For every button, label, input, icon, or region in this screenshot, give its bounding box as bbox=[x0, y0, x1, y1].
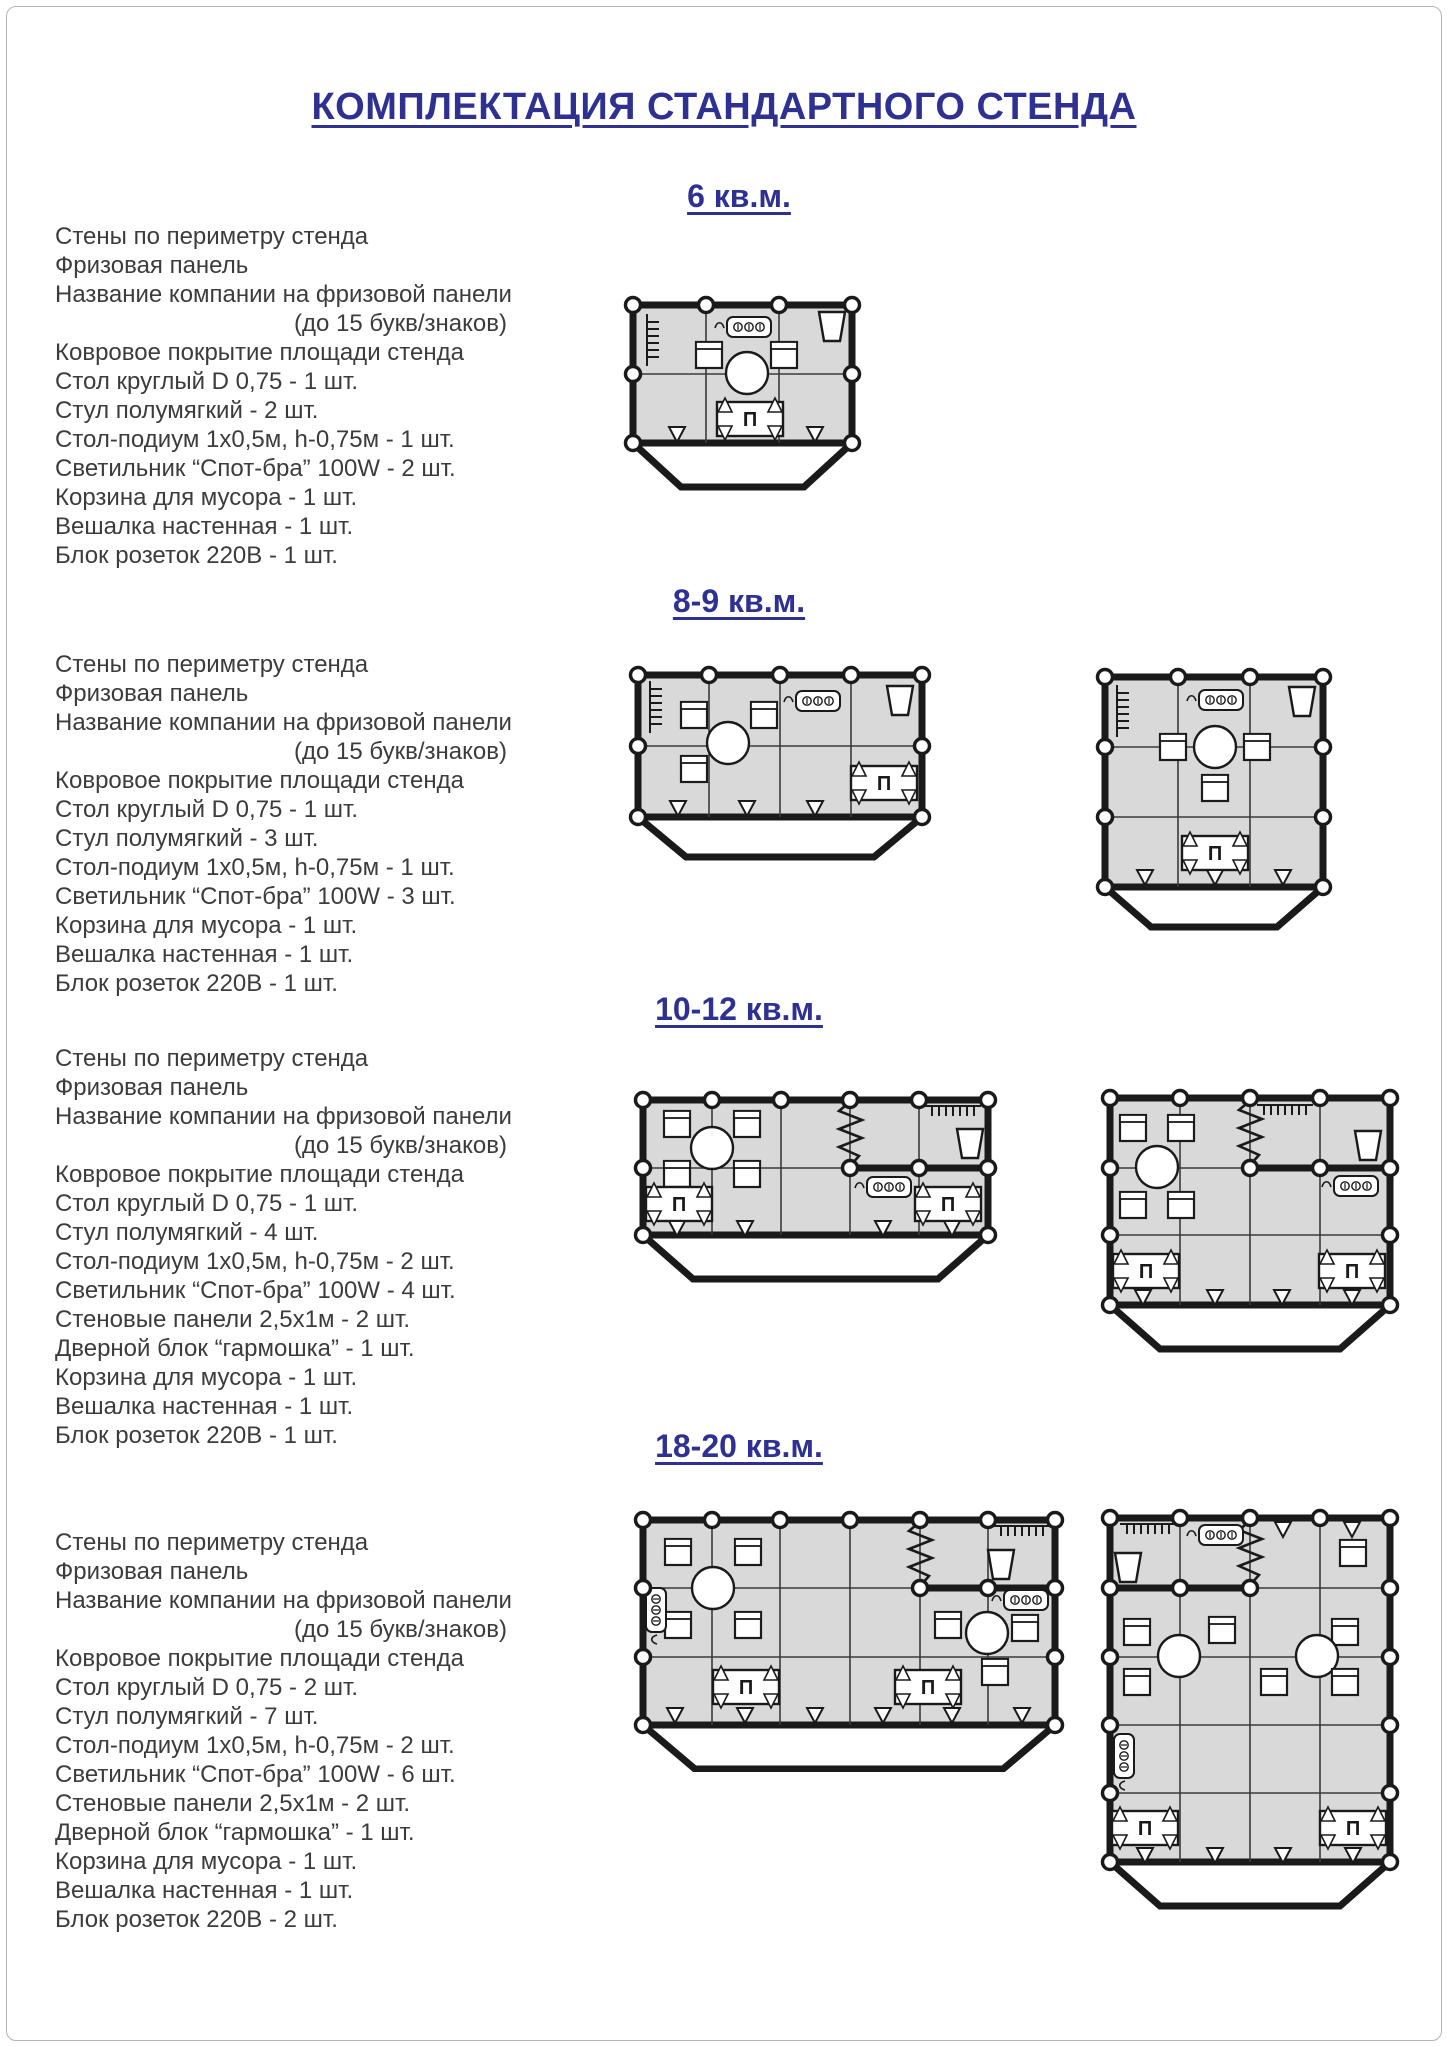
wall-post bbox=[913, 1513, 928, 1528]
wall-post bbox=[1173, 1581, 1188, 1596]
wall-post bbox=[981, 1581, 996, 1596]
waste-basket-icon bbox=[957, 1129, 983, 1158]
round-table-icon bbox=[691, 1127, 733, 1169]
chair-icon bbox=[735, 1539, 761, 1565]
wall-post bbox=[913, 1581, 928, 1596]
wall-post bbox=[1313, 1161, 1328, 1176]
wall-post bbox=[915, 668, 930, 683]
wall-post bbox=[626, 436, 641, 451]
wall-post bbox=[631, 739, 646, 754]
round-table-icon bbox=[726, 352, 768, 394]
wall-post bbox=[1383, 1581, 1398, 1596]
wall-post bbox=[843, 1161, 858, 1176]
wall-post bbox=[1173, 1511, 1188, 1526]
chair-icon bbox=[982, 1659, 1008, 1685]
chair-icon bbox=[664, 1111, 690, 1137]
page-title: КОМПЛЕКТАЦИЯ СТАНДАРТНОГО СТЕНДА bbox=[311, 86, 1137, 128]
wall-post bbox=[845, 436, 860, 451]
chair-icon bbox=[1124, 1669, 1150, 1695]
equipment-item: Стены по периметру стенда bbox=[55, 1529, 369, 1556]
wall-post bbox=[636, 1093, 651, 1108]
wall-post bbox=[981, 1093, 996, 1108]
equipment-item: Блок розеток 220В - 1 шт. bbox=[55, 542, 338, 569]
podium-label: П bbox=[940, 1194, 956, 1216]
equipment-list-18-20sqm bbox=[55, 1528, 512, 1934]
wall-post bbox=[1103, 1855, 1118, 1870]
wall-post bbox=[843, 1093, 858, 1108]
wall-post bbox=[772, 298, 787, 313]
waste-basket-icon bbox=[887, 686, 913, 715]
equipment-item: Светильник “Спот-бра” 100W - 6 шт. bbox=[55, 1761, 456, 1788]
wall-post bbox=[1048, 1513, 1063, 1528]
podium-label: П bbox=[1344, 1261, 1360, 1283]
equipment-item: Корзина для мусора - 1 шт. bbox=[55, 912, 358, 939]
wall-post bbox=[1383, 1298, 1398, 1313]
wall-post bbox=[845, 367, 860, 382]
wall-post bbox=[705, 1513, 720, 1528]
floorplan-8-9sqm-b bbox=[1095, 667, 1335, 935]
equipment-item: Дверной блок “гармошка” - 1 шт. bbox=[55, 1819, 415, 1846]
wall-post bbox=[1383, 1511, 1398, 1526]
wall-post bbox=[773, 668, 788, 683]
chair-icon bbox=[1332, 1669, 1358, 1695]
equipment-item: Блок розеток 220В - 1 шт. bbox=[55, 1422, 338, 1449]
round-table-icon bbox=[707, 722, 749, 764]
wall-post bbox=[1103, 1228, 1118, 1243]
wall-post bbox=[699, 298, 714, 313]
equipment-item: Название компании на фризовой панели bbox=[55, 1587, 512, 1614]
wall-post bbox=[636, 1718, 651, 1733]
chair-icon bbox=[751, 702, 777, 728]
chair-icon bbox=[1209, 1617, 1235, 1643]
wall-post bbox=[1316, 740, 1331, 755]
equipment-item: Фризовая панель bbox=[55, 680, 249, 707]
equipment-item: Стол круглый D 0,75 - 1 шт. bbox=[55, 1190, 358, 1217]
wall-post bbox=[1243, 1161, 1258, 1176]
frieze-panel bbox=[1110, 1305, 1390, 1349]
wall-post bbox=[912, 1093, 927, 1108]
section-heading-6sqm: 6 кв.м. bbox=[687, 178, 791, 214]
chair-icon bbox=[1124, 1619, 1150, 1645]
floorplan-10-12sqm-a bbox=[633, 1090, 998, 1312]
equipment-item: Название компании на фризовой панели bbox=[55, 709, 512, 736]
chair-icon bbox=[1261, 1669, 1287, 1695]
wall-post bbox=[631, 668, 646, 683]
equipment-item: Стены по периметру стенда bbox=[55, 651, 369, 678]
equipment-item: Корзина для мусора - 1 шт. bbox=[55, 484, 358, 511]
wall-post bbox=[626, 298, 641, 313]
section-heading-18-20sqm: 18-20 кв.м. bbox=[655, 1428, 823, 1464]
podium-label: П bbox=[742, 409, 758, 431]
chair-icon bbox=[1202, 775, 1228, 801]
equipment-item: Вешалка настенная - 1 шт. bbox=[55, 1877, 354, 1904]
chair-icon bbox=[665, 1612, 691, 1638]
section-heading-8-9sqm: 8-9 кв.м. bbox=[672, 583, 806, 619]
wall-post bbox=[702, 668, 717, 683]
equipment-item: Стены по периметру стенда bbox=[55, 223, 369, 250]
wall-post bbox=[1098, 810, 1113, 825]
chair-icon bbox=[696, 342, 722, 368]
wall-post bbox=[1316, 670, 1331, 685]
equipment-item: Стеновые панели 2,5х1м - 2 шт. bbox=[55, 1790, 411, 1817]
chair-icon bbox=[771, 342, 797, 368]
equipment-item: Стены по периметру стенда bbox=[55, 1045, 369, 1072]
wall-post bbox=[1103, 1091, 1118, 1106]
equipment-item: Светильник “Спот-бра” 100W - 3 шт. bbox=[55, 883, 456, 910]
equipment-item: Фризовая панель bbox=[55, 252, 249, 279]
equipment-item: Стул полумягкий - 7 шт. bbox=[55, 1703, 319, 1730]
wall-post bbox=[1313, 1091, 1328, 1106]
equipment-item: Стол круглый D 0,75 - 1 шт. bbox=[55, 796, 358, 823]
wall-post bbox=[912, 1161, 927, 1176]
wall-post bbox=[636, 1161, 651, 1176]
waste-basket-icon bbox=[1355, 1131, 1381, 1160]
wall-post bbox=[1171, 670, 1186, 685]
chair-icon bbox=[734, 1161, 760, 1187]
equipment-item: Стул полумягкий - 2 шт. bbox=[55, 397, 319, 424]
podium-label: П bbox=[1137, 1818, 1153, 1840]
waste-basket-icon bbox=[988, 1550, 1014, 1579]
chair-icon bbox=[1120, 1115, 1146, 1141]
equipment-item: Название компании на фризовой панели bbox=[55, 281, 512, 308]
equipment-item: Ковровое покрытие площади стенда bbox=[55, 1161, 464, 1188]
wall-post bbox=[981, 1228, 996, 1243]
wall-post bbox=[1383, 1161, 1398, 1176]
equipment-item: Стул полумягкий - 3 шт. bbox=[55, 825, 319, 852]
equipment-item: Стол-подиум 1х0,5м, h-0,75м - 2 шт. bbox=[55, 1732, 455, 1759]
chair-icon bbox=[1160, 734, 1186, 760]
podium-label: П bbox=[1345, 1818, 1361, 1840]
wall-post bbox=[1316, 880, 1331, 895]
equipment-item: Стеновые панели 2,5х1м - 2 шт. bbox=[55, 1306, 411, 1333]
wall-post bbox=[1103, 1511, 1118, 1526]
wall-post bbox=[1103, 1581, 1118, 1596]
equipment-item: (до 15 букв/знаков) bbox=[294, 310, 507, 337]
waste-basket-icon bbox=[1289, 687, 1315, 716]
wall-post bbox=[1103, 1298, 1118, 1313]
frieze-panel bbox=[633, 443, 852, 487]
equipment-list-10-12sqm bbox=[55, 1044, 512, 1450]
equipment-item: Фризовая панель bbox=[55, 1074, 249, 1101]
chair-icon bbox=[1340, 1540, 1366, 1566]
round-table-icon bbox=[1136, 1146, 1178, 1188]
chair-icon bbox=[1120, 1192, 1146, 1218]
equipment-item: Ковровое покрытие площади стенда bbox=[55, 767, 464, 794]
wall-post bbox=[1098, 740, 1113, 755]
wall-post bbox=[1098, 880, 1113, 895]
wall-post bbox=[1103, 1786, 1118, 1801]
equipment-item: Фризовая панель bbox=[55, 1558, 249, 1585]
chair-icon bbox=[935, 1612, 961, 1638]
equipment-item: Блок розеток 220В - 1 шт. bbox=[55, 970, 338, 997]
floorplan-6sqm bbox=[623, 295, 863, 500]
equipment-item: Стол круглый D 0,75 - 1 шт. bbox=[55, 368, 358, 395]
wall-post bbox=[1048, 1650, 1063, 1665]
round-table-icon bbox=[1194, 726, 1236, 768]
equipment-item: (до 15 букв/знаков) bbox=[294, 1616, 507, 1643]
podium-label: П bbox=[920, 1677, 936, 1699]
chair-icon bbox=[1168, 1192, 1194, 1218]
floorplan-10-12sqm-b bbox=[1100, 1088, 1400, 1380]
waste-basket-icon bbox=[1115, 1553, 1141, 1582]
equipment-item: Ковровое покрытие площади стенда bbox=[55, 339, 464, 366]
wall-post bbox=[844, 668, 859, 683]
wall-post bbox=[1383, 1650, 1398, 1665]
floorplan-18-20sqm-b bbox=[1100, 1508, 1400, 1946]
wall-post bbox=[631, 810, 646, 825]
wall-post bbox=[845, 298, 860, 313]
wall-post bbox=[774, 1093, 789, 1108]
frieze-panel bbox=[1110, 1862, 1390, 1906]
floorplan-18-20sqm-a bbox=[633, 1510, 1065, 1772]
chair-icon bbox=[1332, 1619, 1358, 1645]
wall-post bbox=[773, 1513, 788, 1528]
wall-post bbox=[636, 1513, 651, 1528]
section-heading-10-12sqm: 10-12 кв.м. bbox=[655, 991, 823, 1027]
frieze-panel bbox=[638, 817, 922, 857]
wall-post bbox=[1173, 1091, 1188, 1106]
equipment-item: Вешалка настенная - 1 шт. bbox=[55, 941, 354, 968]
wall-post bbox=[981, 1513, 996, 1528]
podium-label: П bbox=[738, 1677, 754, 1699]
chair-icon bbox=[1244, 734, 1270, 760]
podium-label: П bbox=[1207, 843, 1223, 865]
equipment-item: (до 15 букв/знаков) bbox=[294, 738, 507, 765]
equipment-item: Корзина для мусора - 1 шт. bbox=[55, 1364, 358, 1391]
wall-post bbox=[915, 810, 930, 825]
wall-post bbox=[843, 1513, 858, 1528]
equipment-item: Светильник “Спот-бра” 100W - 4 шт. bbox=[55, 1277, 456, 1304]
wall-post bbox=[1383, 1228, 1398, 1243]
wall-post bbox=[1383, 1786, 1398, 1801]
equipment-item: Стол круглый D 0,75 - 2 шт. bbox=[55, 1674, 358, 1701]
frieze-panel bbox=[643, 1235, 988, 1279]
wall-post bbox=[1103, 1161, 1118, 1176]
wall-post bbox=[1103, 1650, 1118, 1665]
chair-icon bbox=[681, 702, 707, 728]
wall-post bbox=[1383, 1091, 1398, 1106]
wall-post bbox=[1048, 1581, 1063, 1596]
wall-post bbox=[636, 1581, 651, 1596]
wall-post bbox=[1316, 810, 1331, 825]
podium-label: П bbox=[671, 1194, 687, 1216]
chair-icon bbox=[735, 1612, 761, 1638]
equipment-item: Блок розеток 220В - 2 шт. bbox=[55, 1906, 338, 1933]
floorplan-8-9sqm-a bbox=[628, 665, 938, 865]
equipment-item: (до 15 букв/знаков) bbox=[294, 1132, 507, 1159]
wall-post bbox=[1383, 1855, 1398, 1870]
wall-post bbox=[705, 1093, 720, 1108]
equipment-item: Вешалка настенная - 1 шт. bbox=[55, 1393, 354, 1420]
equipment-item: Стол-подиум 1х0,5м, h-0,75м - 2 шт. bbox=[55, 1248, 455, 1275]
wall-post bbox=[1048, 1718, 1063, 1733]
equipment-item: Стул полумягкий - 4 шт. bbox=[55, 1219, 319, 1246]
equipment-item: Стол-подиум 1х0,5м, h-0,75м - 1 шт. bbox=[55, 426, 455, 453]
chair-icon bbox=[681, 756, 707, 782]
equipment-item: Вешалка настенная - 1 шт. bbox=[55, 513, 354, 540]
chair-icon bbox=[664, 1161, 690, 1187]
chair-icon bbox=[665, 1539, 691, 1565]
wall-post bbox=[915, 739, 930, 754]
wall-post bbox=[1313, 1511, 1328, 1526]
equipment-item: Название компании на фризовой панели bbox=[55, 1103, 512, 1130]
wall-post bbox=[1243, 1511, 1258, 1526]
podium-label: П bbox=[1138, 1261, 1154, 1283]
wall-post bbox=[1098, 670, 1113, 685]
equipment-item: Светильник “Спот-бра” 100W - 2 шт. bbox=[55, 455, 456, 482]
wall-post bbox=[636, 1650, 651, 1665]
chair-icon bbox=[1168, 1115, 1194, 1141]
wall-post bbox=[626, 367, 641, 382]
equipment-list-8-9sqm bbox=[55, 650, 512, 998]
round-table-icon bbox=[1158, 1635, 1200, 1677]
equipment-item: Корзина для мусора - 1 шт. bbox=[55, 1848, 358, 1875]
wall-post bbox=[1243, 670, 1258, 685]
equipment-item: Ковровое покрытие площади стенда bbox=[55, 1645, 464, 1672]
wall-post bbox=[636, 1228, 651, 1243]
wall-post bbox=[981, 1161, 996, 1176]
round-table-icon bbox=[966, 1612, 1008, 1654]
wall-post bbox=[1103, 1718, 1118, 1733]
wall-post bbox=[1243, 1091, 1258, 1106]
equipment-item: Дверной блок “гармошка” - 1 шт. bbox=[55, 1335, 415, 1362]
equipment-list-6sqm bbox=[55, 222, 512, 570]
frieze-panel bbox=[643, 1725, 1055, 1769]
round-table-icon bbox=[692, 1567, 734, 1609]
wall-post bbox=[1243, 1581, 1258, 1596]
waste-basket-icon bbox=[819, 312, 845, 341]
chair-icon bbox=[1012, 1615, 1038, 1641]
frieze-panel bbox=[1105, 887, 1323, 927]
chair-icon bbox=[734, 1111, 760, 1137]
podium-label: П bbox=[876, 773, 892, 795]
wall-post bbox=[1383, 1718, 1398, 1733]
equipment-item: Стол-подиум 1х0,5м, h-0,75м - 1 шт. bbox=[55, 854, 455, 881]
